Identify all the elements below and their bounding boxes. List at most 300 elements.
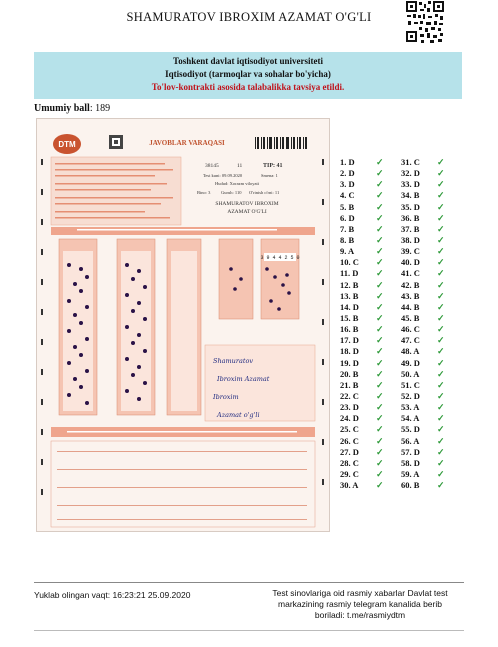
- answer-label: [401, 324, 437, 335]
- answer-label: [401, 480, 437, 491]
- answer-label: [340, 235, 376, 246]
- answer-letter: C: [413, 268, 420, 279]
- check-icon: ✓: [376, 379, 384, 390]
- answer-row: [401, 291, 461, 302]
- answer-number: 59: [401, 468, 410, 479]
- answer-label: [340, 346, 376, 357]
- answer-separator: .: [409, 390, 414, 401]
- answer-number: 1: [340, 157, 345, 167]
- download-value: 16:23:21 25.09.2020: [112, 590, 191, 600]
- answer-label: [401, 391, 437, 402]
- sheet-code: 38145: [205, 163, 219, 169]
- answer-letter: D: [348, 157, 355, 167]
- check-icon: ✓: [437, 179, 445, 190]
- answer-letter: B: [352, 312, 359, 323]
- check-icon: ✓: [437, 157, 445, 167]
- answer-row: [401, 324, 461, 335]
- answer-row: [401, 380, 461, 391]
- answer-label: [340, 324, 376, 335]
- answer-letter: D: [413, 257, 420, 268]
- signature-line-1: Shamuratov: [213, 357, 254, 365]
- answer-separator: .: [348, 390, 353, 401]
- answer-letter: B: [413, 190, 420, 201]
- answer-row: [401, 224, 461, 235]
- answer-letter: B: [348, 223, 355, 234]
- check-icon: ✓: [437, 312, 445, 323]
- answer-number: 33: [401, 179, 410, 190]
- answer-separator: .: [409, 279, 414, 290]
- answer-row: [401, 391, 461, 402]
- check-icon: ✓: [376, 312, 384, 323]
- answer-number: 7: [340, 223, 345, 234]
- student-name: SHAMURATOV IBROXIM AZAMAT O'G'LI: [126, 10, 372, 24]
- answer-letter: C: [413, 157, 420, 167]
- answer-label: [340, 224, 376, 235]
- check-icon: ✓: [437, 435, 445, 446]
- check-icon: ✓: [437, 413, 445, 424]
- answer-separator: .: [348, 324, 353, 335]
- check-icon: ✓: [437, 190, 445, 201]
- admission-banner: [34, 52, 462, 99]
- answer-separator: .: [344, 157, 349, 167]
- check-icon: ✓: [437, 246, 445, 257]
- answer-row: [340, 447, 400, 458]
- answer-row: [340, 257, 400, 268]
- check-icon: ✓: [437, 480, 445, 491]
- check-icon: ✓: [437, 379, 445, 390]
- answer-row: [340, 469, 400, 480]
- answer-letter: D: [352, 301, 359, 312]
- answer-letter: C: [413, 246, 420, 257]
- answer-label: [340, 369, 376, 380]
- answer-number: 6: [340, 212, 345, 223]
- answer-separator: .: [348, 446, 353, 457]
- answer-row: [340, 190, 400, 201]
- answer-label: [401, 202, 437, 213]
- answer-row: [401, 157, 461, 168]
- answer-label: [340, 424, 376, 435]
- answer-number: 26: [340, 435, 349, 446]
- faculty-name: Iqtisodiyot (tarmoqlar va sohalar bo'yicha): [165, 69, 331, 79]
- answer-number: 22: [340, 390, 349, 401]
- check-icon: ✓: [376, 301, 384, 312]
- answer-number: 32: [401, 168, 410, 179]
- answer-separator: .: [409, 201, 414, 212]
- check-icon: ✓: [437, 424, 445, 435]
- answer-number: 34: [401, 190, 410, 201]
- answer-row: [340, 480, 400, 491]
- answer-letter: D: [352, 413, 359, 424]
- signature-line-3: Ibroxim: [213, 393, 239, 401]
- check-icon: ✓: [376, 201, 384, 212]
- check-icon: ✓: [376, 435, 384, 446]
- check-icon: ✓: [437, 357, 445, 368]
- answer-label: [340, 213, 376, 224]
- answer-label: [340, 380, 376, 391]
- answer-label: [340, 458, 376, 469]
- answer-letter: A: [352, 480, 359, 491]
- check-icon: ✓: [376, 446, 384, 457]
- answer-row: [340, 291, 400, 302]
- answer-letter: B: [413, 279, 420, 290]
- check-icon: ✓: [437, 268, 445, 279]
- total-score: [34, 103, 110, 114]
- answer-separator: .: [348, 424, 353, 435]
- answer-label: [401, 280, 437, 291]
- answer-row: [340, 224, 400, 235]
- answer-sheet-scan: [36, 118, 330, 532]
- answer-number: 49: [401, 357, 410, 368]
- sheet-test-kuni: Test kuni: 09.09.2020: [203, 173, 243, 178]
- check-icon: ✓: [437, 390, 445, 401]
- sheet-smena: Smena: 1: [261, 173, 278, 178]
- answer-label: [401, 424, 437, 435]
- answer-separator: .: [344, 212, 349, 223]
- answer-row: [340, 391, 400, 402]
- answer-row: [340, 335, 400, 346]
- answer-separator: .: [409, 346, 414, 357]
- qr-code-icon: [405, 0, 445, 44]
- answer-letter: D: [413, 168, 420, 179]
- answer-letter: C: [352, 424, 359, 435]
- answer-separator: .: [344, 190, 349, 201]
- answer-row: [401, 458, 461, 469]
- answer-number: 14: [340, 301, 349, 312]
- answer-row: [340, 268, 400, 279]
- official-note-line-1: Test sinovlariga oid rasmiy xabarlar Davlat test: [272, 588, 448, 598]
- total-score-value: 189: [95, 103, 111, 114]
- check-icon: ✓: [376, 413, 384, 424]
- answer-letter: C: [348, 190, 355, 201]
- answer-number: 5: [340, 201, 345, 212]
- answer-number: 19: [340, 357, 349, 368]
- answer-number: 31: [401, 157, 410, 167]
- answer-row: [340, 380, 400, 391]
- answer-letter: A: [413, 468, 420, 479]
- answer-label: [401, 302, 437, 313]
- bottom-divider: [34, 630, 464, 631]
- answer-number: 35: [401, 201, 410, 212]
- answer-row: [340, 402, 400, 413]
- answer-number: 44: [401, 301, 410, 312]
- answer-separator: .: [348, 335, 353, 346]
- answer-separator: .: [409, 157, 414, 167]
- sheet-hudud: Hudud: Xorazm viloyati: [215, 181, 259, 186]
- answer-label: [340, 413, 376, 424]
- answer-label: [401, 246, 437, 257]
- check-icon: ✓: [437, 223, 445, 234]
- answer-number: 12: [340, 279, 349, 290]
- official-note-line-3: boriladi: t.me/rasmiydtm: [314, 610, 406, 620]
- check-icon: ✓: [376, 223, 384, 234]
- answer-letter: D: [413, 201, 420, 212]
- sheet-reg-number: 3 9 4 4 2 5 0: [260, 255, 300, 261]
- answer-number: 54: [401, 413, 410, 424]
- answer-label: [340, 257, 376, 268]
- answer-letter: D: [352, 335, 359, 346]
- answer-separator: .: [409, 268, 414, 279]
- answer-row: [401, 168, 461, 179]
- check-icon: ✓: [376, 290, 384, 301]
- answer-letter: D: [413, 357, 420, 368]
- admission-status: To'lov-kontrakti asosida talabalikka tavsiya etildi.: [151, 82, 345, 92]
- answer-letter: D: [413, 424, 420, 435]
- answer-label: [401, 268, 437, 279]
- check-icon: ✓: [376, 468, 384, 479]
- answer-row: [401, 235, 461, 246]
- answer-separator: .: [348, 301, 353, 312]
- answer-number: 4: [340, 190, 345, 201]
- answer-row: [401, 480, 461, 491]
- check-icon: ✓: [376, 246, 384, 257]
- answer-row: [401, 280, 461, 291]
- answer-number: 16: [340, 324, 349, 335]
- answer-number: 28: [340, 457, 349, 468]
- answer-row: [401, 257, 461, 268]
- check-icon: ✓: [437, 212, 445, 223]
- download-time: [34, 590, 190, 600]
- answer-letter: B: [348, 234, 355, 245]
- check-icon: ✓: [376, 335, 384, 346]
- answer-label: [340, 436, 376, 447]
- answer-row: [340, 313, 400, 324]
- answer-separator: .: [409, 379, 414, 390]
- check-icon: ✓: [376, 457, 384, 468]
- total-score-label: Umumiy ball: [34, 103, 90, 114]
- answer-row: [401, 179, 461, 190]
- check-icon: ✓: [376, 402, 384, 413]
- answer-label: [401, 291, 437, 302]
- answer-number: 41: [401, 268, 410, 279]
- answer-separator: .: [409, 312, 414, 323]
- answer-number: 20: [340, 368, 349, 379]
- answer-number: 38: [401, 234, 410, 245]
- answer-separator: .: [409, 480, 414, 491]
- answer-row: [340, 213, 400, 224]
- answer-row: [401, 246, 461, 257]
- answer-label: [401, 157, 437, 168]
- check-icon: ✓: [376, 390, 384, 401]
- answer-separator: .: [409, 223, 414, 234]
- check-icon: ✓: [376, 234, 384, 245]
- answer-label: [340, 190, 376, 201]
- answer-letter: C: [352, 390, 359, 401]
- answer-row: [401, 190, 461, 201]
- answer-row: [340, 235, 400, 246]
- check-icon: ✓: [437, 457, 445, 468]
- answer-separator: .: [409, 446, 414, 457]
- check-icon: ✓: [437, 290, 445, 301]
- answer-label: [401, 168, 437, 179]
- check-icon: ✓: [437, 257, 445, 268]
- answer-number: 3: [340, 179, 345, 190]
- answer-row: [340, 179, 400, 190]
- answer-number: 55: [401, 424, 410, 435]
- answer-letter: B: [352, 368, 359, 379]
- answer-label: [340, 313, 376, 324]
- answer-separator: .: [409, 290, 414, 301]
- answer-separator: .: [348, 435, 353, 446]
- check-icon: ✓: [376, 480, 384, 491]
- answer-letter: D: [348, 179, 355, 190]
- answer-label: [401, 358, 437, 369]
- answer-separator: .: [409, 179, 414, 190]
- answer-separator: .: [409, 168, 414, 179]
- answer-label: [340, 391, 376, 402]
- answer-separator: .: [348, 346, 353, 357]
- answer-number: 18: [340, 346, 349, 357]
- answers-column-1: [340, 157, 400, 491]
- answer-letter: D: [348, 168, 355, 179]
- answer-row: [401, 213, 461, 224]
- answer-separator: .: [348, 268, 353, 279]
- answer-letter: D: [352, 446, 359, 457]
- check-icon: ✓: [376, 368, 384, 379]
- answer-number: 42: [401, 279, 410, 290]
- answer-label: [340, 202, 376, 213]
- answer-number: 36: [401, 212, 410, 223]
- answer-number: 17: [340, 335, 349, 346]
- check-icon: ✓: [437, 335, 445, 346]
- answer-label: [401, 380, 437, 391]
- answer-separator: .: [409, 324, 414, 335]
- sheet-otirish: O'rinish o'rni: 11: [249, 190, 280, 195]
- answer-separator: .: [348, 290, 353, 301]
- check-icon: ✓: [376, 424, 384, 435]
- answer-letter: B: [413, 480, 420, 491]
- answer-letter: D: [413, 179, 420, 190]
- answer-separator: .: [348, 457, 353, 468]
- answer-letter: D: [352, 346, 359, 357]
- answer-row: [401, 413, 461, 424]
- answer-number: 24: [340, 413, 349, 424]
- answer-separator: .: [348, 312, 353, 323]
- check-icon: ✓: [437, 234, 445, 245]
- answer-separator: .: [409, 212, 414, 223]
- answer-row: [401, 202, 461, 213]
- answer-letter: C: [352, 468, 359, 479]
- answer-row: [340, 280, 400, 291]
- answer-number: 23: [340, 402, 349, 413]
- check-icon: ✓: [376, 279, 384, 290]
- answer-row: [340, 168, 400, 179]
- answer-separator: .: [409, 413, 414, 424]
- signature-line-2: Ibroxim Azamat: [217, 375, 270, 383]
- answer-label: [401, 469, 437, 480]
- answer-label: [401, 213, 437, 224]
- answer-row: [401, 302, 461, 313]
- answer-number: 2: [340, 168, 345, 179]
- answer-label: [340, 358, 376, 369]
- answer-letter: A: [413, 435, 420, 446]
- answer-separator: .: [409, 368, 414, 379]
- official-note: [255, 588, 465, 621]
- check-icon: ✓: [437, 201, 445, 212]
- answer-row: [340, 202, 400, 213]
- answer-number: 9: [340, 246, 345, 257]
- answer-label: [401, 335, 437, 346]
- answer-number: 37: [401, 223, 410, 234]
- answer-separator: .: [409, 246, 414, 257]
- check-icon: ✓: [437, 324, 445, 335]
- answer-row: [401, 436, 461, 447]
- score-colon: :: [89, 103, 96, 114]
- answer-number: 43: [401, 290, 410, 301]
- answer-separator: .: [348, 368, 353, 379]
- answer-number: 56: [401, 435, 410, 446]
- answer-letter: D: [413, 457, 420, 468]
- check-icon: ✓: [437, 368, 445, 379]
- answer-label: [340, 157, 376, 168]
- answer-separator: .: [344, 223, 349, 234]
- answer-separator: .: [348, 279, 353, 290]
- sheet-logo: DTM: [58, 140, 76, 149]
- check-icon: ✓: [376, 324, 384, 335]
- answer-row: [340, 346, 400, 357]
- check-icon: ✓: [437, 402, 445, 413]
- check-icon: ✓: [376, 179, 384, 190]
- check-icon: ✓: [376, 346, 384, 357]
- answer-number: 50: [401, 368, 410, 379]
- answer-label: [401, 436, 437, 447]
- answer-label: [340, 480, 376, 491]
- answer-letter: C: [352, 457, 359, 468]
- answer-label: [340, 302, 376, 313]
- sheet-bino: Bino: 3: [197, 190, 211, 195]
- answer-label: [340, 268, 376, 279]
- answer-separator: .: [348, 357, 353, 368]
- check-icon: ✓: [376, 168, 384, 179]
- answer-letter: A: [413, 346, 420, 357]
- answer-label: [340, 447, 376, 458]
- answer-row: [401, 335, 461, 346]
- answer-label: [401, 257, 437, 268]
- sheet-guruh: Guruh: 110: [221, 190, 242, 195]
- check-icon: ✓: [376, 257, 384, 268]
- university-name: Toshkent davlat iqtisodiyot universiteti: [173, 56, 323, 66]
- answer-number: 51: [401, 379, 410, 390]
- check-icon: ✓: [437, 168, 445, 179]
- answer-letter: B: [352, 324, 359, 335]
- answer-number: 13: [340, 290, 349, 301]
- answer-number: 48: [401, 346, 410, 357]
- answer-number: 53: [401, 402, 410, 413]
- answers-column-2: [401, 157, 461, 491]
- check-icon: ✓: [437, 446, 445, 457]
- answer-number: 29: [340, 468, 349, 479]
- answer-row: [401, 424, 461, 435]
- download-label: Yuklab olingan vaqt:: [34, 590, 111, 600]
- answer-letter: A: [348, 246, 355, 257]
- answer-separator: .: [348, 468, 353, 479]
- answer-separator: .: [409, 457, 414, 468]
- answer-letter: C: [413, 379, 420, 390]
- answer-row: [401, 268, 461, 279]
- answer-separator: .: [348, 480, 353, 491]
- answer-separator: .: [409, 257, 414, 268]
- answer-letter: D: [413, 234, 420, 245]
- answer-separator: .: [348, 257, 353, 268]
- answer-label: [401, 224, 437, 235]
- check-icon: ✓: [376, 212, 384, 223]
- answer-number: 10: [340, 257, 349, 268]
- answer-separator: .: [409, 190, 414, 201]
- answer-row: [340, 413, 400, 424]
- answer-letter: C: [352, 257, 359, 268]
- answer-number: 8: [340, 234, 345, 245]
- answer-label: [340, 335, 376, 346]
- answer-row: [401, 447, 461, 458]
